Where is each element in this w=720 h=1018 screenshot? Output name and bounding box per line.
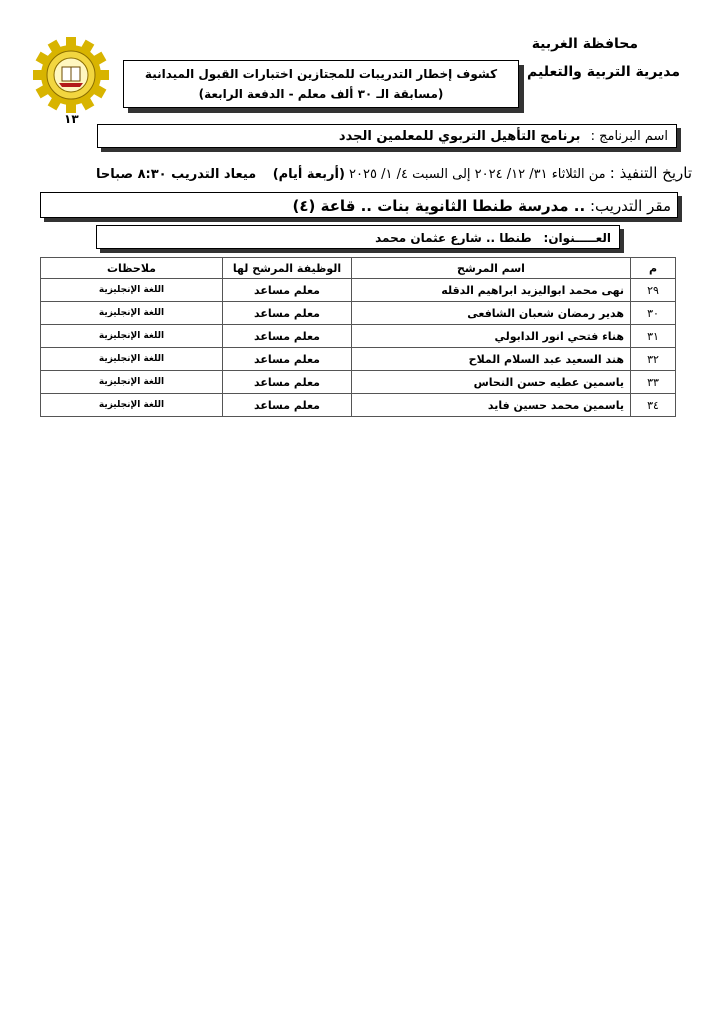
candidate-name: هناء فتحي انور الدابولي (352, 325, 631, 348)
candidate-note: اللغة الإنجليزية (41, 371, 223, 394)
header-notes: ملاحظات (41, 258, 223, 279)
candidate-job: معلم مساعد (223, 348, 352, 371)
candidate-name: نهى محمد ابواليزيد ابراهيم الدقله (352, 279, 631, 302)
table-header-row (41, 258, 676, 279)
row-number: ٣٠ (631, 302, 676, 325)
governorate-name: محافظة الغربية (531, 36, 638, 52)
candidate-note: اللغة الإنجليزية (41, 348, 223, 371)
candidate-name: هند السعيد عبد السلام الملاح (352, 348, 631, 371)
schedule-duration: (أربعة أيام) (272, 167, 345, 182)
header-candidate-name: اسم المرشح (352, 258, 631, 279)
row-number: ٣٤ (631, 394, 676, 417)
candidate-job: معلم مساعد (223, 325, 352, 348)
candidate-note: اللغة الإنجليزية (41, 279, 223, 302)
table-row (41, 348, 676, 371)
document-title-box (123, 60, 519, 108)
schedule-time: ميعاد التدريب ٨:٣٠ صباحا (96, 167, 257, 182)
row-number: ٣١ (631, 325, 676, 348)
row-number: ٣٣ (631, 371, 676, 394)
candidate-job: معلم مساعد (223, 371, 352, 394)
candidate-name: ياسمين عطيه حسن النحاس (352, 371, 631, 394)
table-row (41, 279, 676, 302)
ministry-gear-logo-icon (32, 36, 110, 114)
document-title: كشوف إخطار التدريبات للمجتازين اختبارات القبول الميدانية (144, 67, 498, 81)
document-subtitle: (مسابقة الـ ٣٠ ألف معلم - الدفعة الرابعة) (198, 87, 444, 101)
program-name: برنامج التأهيل التربوي للمعلمين الجدد (338, 129, 581, 144)
candidates-table (40, 257, 676, 417)
address-box (96, 225, 620, 249)
venue-box (40, 192, 678, 218)
header-job: الوظيفة المرشح لها (223, 258, 352, 279)
candidate-note: اللغة الإنجليزية (41, 325, 223, 348)
header-number: م (631, 258, 676, 279)
address-label: العـــــنوان: (543, 231, 611, 245)
table-row (41, 394, 676, 417)
schedule-row (40, 164, 692, 182)
table-row (41, 325, 676, 348)
venue-label: مقر التدريب: (589, 197, 671, 215)
address-value: طنطا .. شارع عثمان محمد (375, 231, 532, 245)
directorate-name: مديرية التربية والتعليم (527, 64, 680, 80)
candidate-job: معلم مساعد (223, 302, 352, 325)
venue-name: .. مدرسة طنطا الثانوية بنات .. قاعة (٤) (292, 197, 586, 215)
schedule-date-range: من الثلاثاء ٣١/ ١٢/ ٢٠٢٤ إلى السبت ٤/ ١/ ٢٠٢٥ (349, 167, 606, 182)
candidate-job: معلم مساعد (223, 394, 352, 417)
table-row (41, 371, 676, 394)
program-label: اسم البرنامج : (590, 129, 668, 144)
page-number: ١٣ (64, 112, 79, 126)
candidate-job: معلم مساعد (223, 279, 352, 302)
program-box (97, 124, 677, 148)
table-row (41, 302, 676, 325)
row-number: ٢٩ (631, 279, 676, 302)
candidate-name: ياسمين محمد حسين فايد (352, 394, 631, 417)
row-number: ٣٢ (631, 348, 676, 371)
candidate-name: هدير رمضان شعبان الشافعى (352, 302, 631, 325)
candidate-note: اللغة الإنجليزية (41, 302, 223, 325)
candidate-note: اللغة الإنجليزية (41, 394, 223, 417)
schedule-label: تاريخ التنفيذ : (609, 164, 692, 182)
